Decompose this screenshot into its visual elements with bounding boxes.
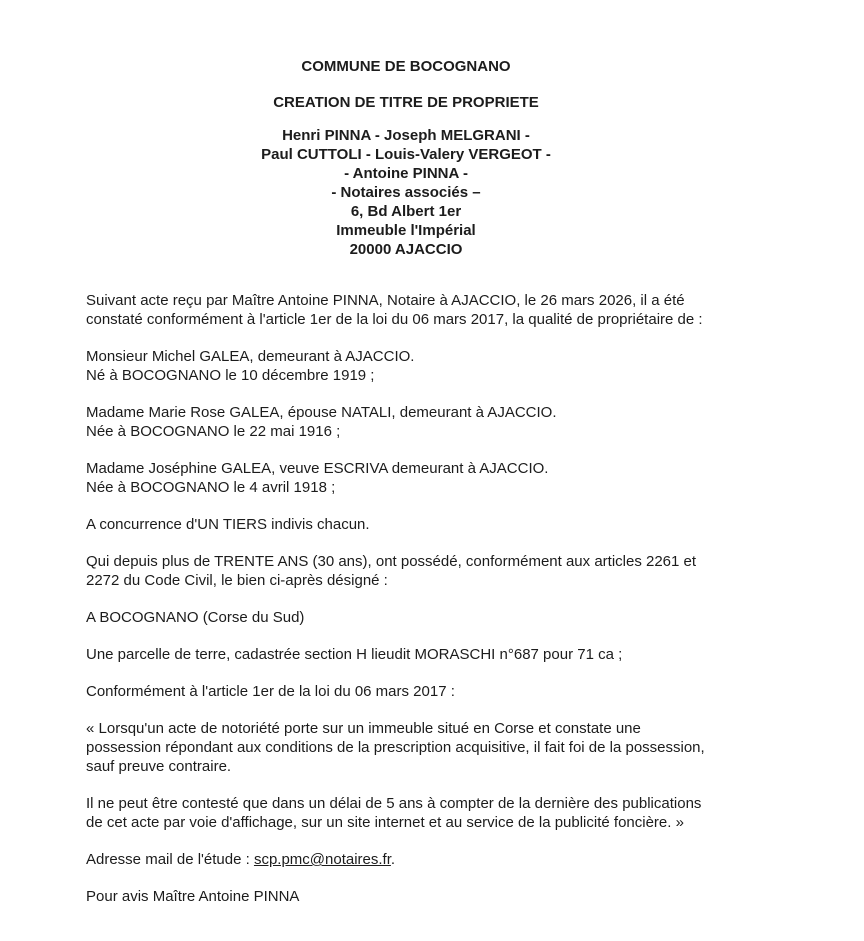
paragraph-owner-2 bbox=[86, 403, 786, 441]
document-header bbox=[86, 57, 726, 259]
office-address-line: 20000 AJACCIO bbox=[349, 241, 463, 258]
text-line: Il ne peut être contesté que dans un délai de 5 ans à compter de la dernière des publications bbox=[86, 795, 702, 812]
document-body bbox=[86, 291, 786, 906]
text-line: « Lorsqu'un acte de notoriété porte sur un immeuble situé en Corse et constate une bbox=[86, 720, 641, 737]
text-line: A concurrence d'UN TIERS indivis chacun. bbox=[86, 516, 370, 533]
text-line: Conformément à l'article 1er de la loi du 06 mars 2017 : bbox=[86, 683, 455, 700]
paragraph-owner-1 bbox=[86, 347, 786, 385]
paragraph-quote-2 bbox=[86, 794, 786, 832]
paragraph-possession bbox=[86, 552, 786, 590]
notary-names-line: - Antoine PINNA - bbox=[344, 165, 468, 182]
text-line: Une parcelle de terre, cadastrée section H lieudit MORASCHI n°687 pour 71 ca ; bbox=[86, 646, 623, 663]
paragraph-owner-3 bbox=[86, 459, 786, 497]
text-line: possession répondant aux conditions de la prescription acquisitive, il fait foi de la possession, bbox=[86, 739, 705, 756]
notary-association-line: - Notaires associés – bbox=[331, 184, 481, 201]
text-line: sauf preuve contraire. bbox=[86, 758, 232, 775]
email-label: Adresse mail de l'étude : bbox=[86, 851, 254, 868]
office-address-line: 6, Bd Albert 1er bbox=[350, 203, 462, 220]
text-line: 2272 du Code Civil, le bien ci-après désigné : bbox=[86, 572, 388, 589]
document-title: CREATION DE TITRE DE PROPRIETE bbox=[273, 94, 539, 111]
signoff-line: Pour avis Maître Antoine PINNA bbox=[86, 888, 300, 905]
notary-names-line: Paul CUTTOLI - Louis-Valery VERGEOT - bbox=[261, 146, 551, 163]
paragraph-share bbox=[86, 515, 786, 534]
email-line bbox=[86, 850, 786, 869]
commune-title: COMMUNE DE BOCOGNANO bbox=[301, 58, 511, 75]
paragraph-email bbox=[86, 850, 786, 869]
text-line: Née à BOCOGNANO le 4 avril 1918 ; bbox=[86, 479, 336, 496]
paragraph-quote-1 bbox=[86, 719, 786, 776]
text-line: Monsieur Michel GALEA, demeurant à AJACCIO. bbox=[86, 348, 415, 365]
paragraph-law-reference bbox=[86, 682, 786, 701]
text-line: Née à BOCOGNANO le 22 mai 1916 ; bbox=[86, 423, 341, 440]
text-line: de cet acte par voie d'affichage, sur un site internet et au service de la publicité foncière. » bbox=[86, 814, 684, 831]
text-line: Qui depuis plus de TRENTE ANS (30 ans), ont possédé, conformément aux articles 2261 et bbox=[86, 553, 697, 570]
email-suffix: . bbox=[390, 851, 396, 868]
email-link[interactable]: scp.pmc@notaires.fr bbox=[253, 851, 391, 868]
text-line: constaté conformément à l'article 1er de la loi du 06 mars 2017, la qualité de propriétaire de : bbox=[86, 311, 703, 328]
paragraph-signoff bbox=[86, 887, 786, 906]
paragraph-parcel bbox=[86, 645, 786, 664]
text-line: Suivant acte reçu par Maître Antoine PINNA, Notaire à AJACCIO, le 26 mars 2026, il a été bbox=[86, 292, 685, 309]
office-address-line: Immeuble l'Impérial bbox=[336, 222, 476, 239]
text-line: Madame Marie Rose GALEA, épouse NATALI, demeurant à AJACCIO. bbox=[86, 404, 557, 421]
text-line: Madame Joséphine GALEA, veuve ESCRIVA demeurant à AJACCIO. bbox=[86, 460, 549, 477]
paragraph-location bbox=[86, 608, 786, 627]
paragraph-intro bbox=[86, 291, 786, 329]
text-line: A BOCOGNANO (Corse du Sud) bbox=[86, 609, 305, 626]
text-line: Né à BOCOGNANO le 10 décembre 1919 ; bbox=[86, 367, 375, 384]
notary-names-line: Henri PINNA - Joseph MELGRANI - bbox=[282, 127, 530, 144]
